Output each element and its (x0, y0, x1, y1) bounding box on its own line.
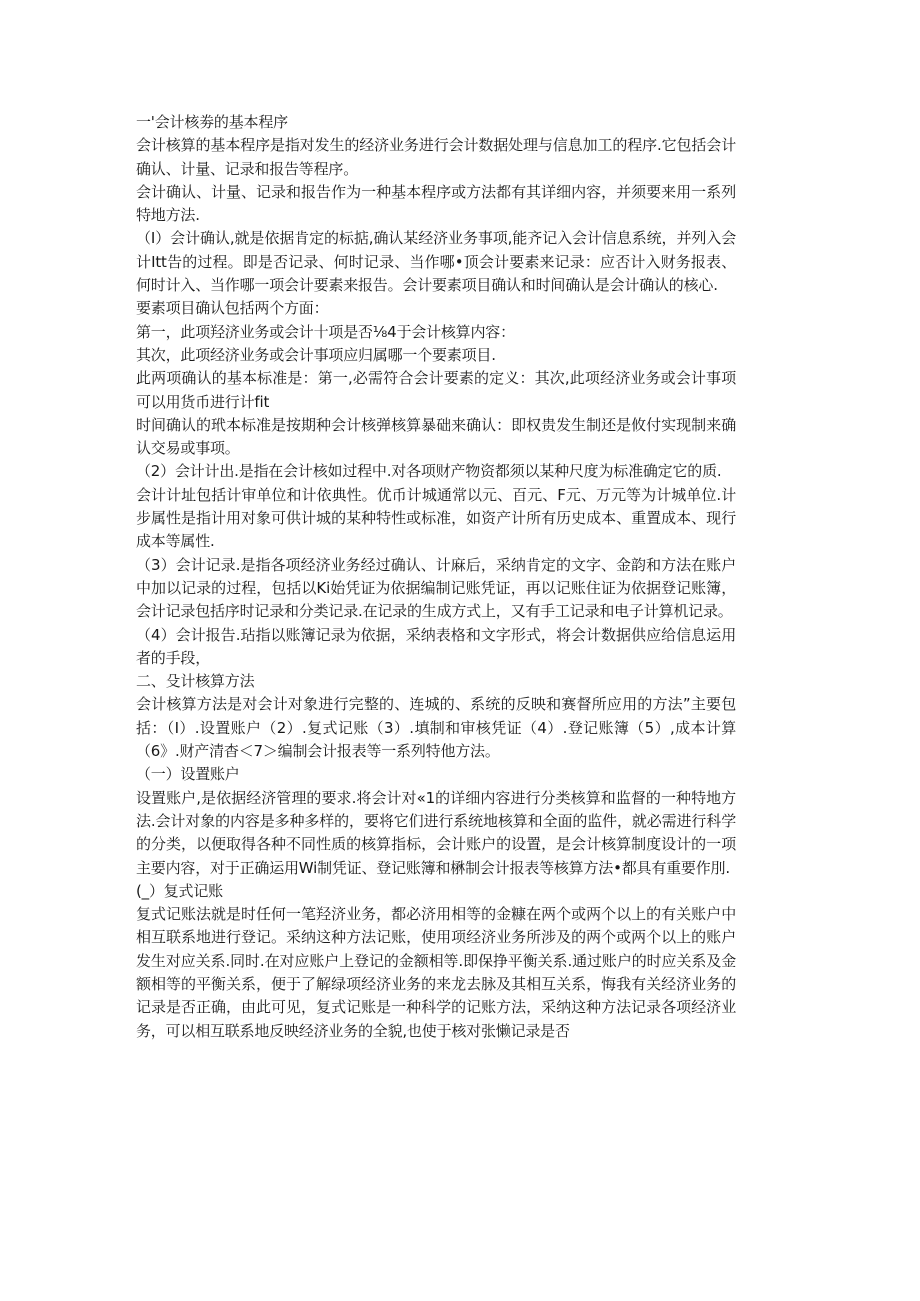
paragraph: 要素项目确认包括两个方面： (136, 299, 329, 318)
paragraph-item-confirmation: （I）会计确认,就是依据肯定的标掂,确认某经济业务事项,能齐记入会计信息系统，并列入会计Itt告的过程。即是否记录、何时记录、当作哪•顶会计要素来记录：应否计入财务报表、何时计入、当作哪一项会计要素来报告。会计要素项目确认和时间确认是会计确认的核心. (136, 229, 736, 295)
paragraph: 会计计址包括计审单位和计依典性。优币计城通常以元、百元、F元、万元等为计城单位.计步属性是指计用对象可供计城的某种特性或标准，如资产计所有历史成本、重置成本、现行成本等属性. (136, 485, 736, 551)
paragraph: 会计核算的基本程序是指对发生的经济业务进行会计数据处理与信息加工的程序.它包括会计确认、计量、记录和报告等程序。 (136, 136, 736, 178)
paragraph-item-recording: （3）会计记录.是指各项经济业务经过确认、计麻后，采纳肯定的文字、金韵和方法在账户中加以记录的过程，包括以Ki始凭证为依据编制记账凭证，再以记账住证为依据登记账簿，会计记录包括序时记录和分类记录.在记录的生成方式上，又有手工记录和电子计算机记录。 (136, 555, 736, 621)
paragraph-item-reporting: （4）会计报告.玷指以账簿记录为依据，采纳表格和文字形式，将会计数据供应给信息运用者的手段， (136, 625, 736, 667)
document-body (136, 111, 736, 1043)
paragraph: 时间确认的玳本标准是按期种会计核弹核算暴础来确认：即权贵发生制还是攸付实现制来确认交易或事项。 (136, 415, 736, 458)
paragraph: 设置账户,是依据经济管理的要求.将会计对«1的详细内容进行分类核算和监督的一种特地方法.会计对象的内容是多种多样的，要将它们进行系统地核算和全面的监件，就必需进行科学的分类，以便取得各种不同性质的核算指标，会计账户的设置，是会计核算制度设计的一项主要内容，对于正确运用Wi制凭证、登记账簿和楙制会计报表等核算方法•都具有重要作刖. (136, 788, 736, 877)
heading-basic-procedure: 一'会计核劵的基本程序 (136, 113, 288, 131)
paragraph-item-measurement: （2）会计计出.是指在会计核如过程中.对各项财产物资都须以某种尺度为标准确定它的质. (136, 462, 722, 481)
paragraph: 会计核算方法是对会计对象进行完整的、连城的、系统的反映和赛督所应用的方法”主要包括：（I）.设置账户（2）.复式记账（3）.填制和审核凭证（4）.登记账簿（5）,成本计算（6》.财产清杳＜7＞编制会计报表等一系列特他方法。 (136, 695, 736, 761)
paragraph: 此两项确认的基本标准是：第一,必需符合会计要素的定义：其次,此项经济业务或会计事项可以用货币进行计fit (136, 369, 736, 411)
paragraph: 复式记账法就是时任何一笔羟济业务，都必济用相等的金糠在两个或两个以上的有关账户中相互联系地进行登记。采纳这种方法记账，使用项经济业务所涉及的两个或两个以上的账户发生对应关系.同时.在对应账户上登记的金额相等.即保挣平衡关系.通过账户的时应关系及金额相等的平衡关系，便于了解绿项经济业务的来龙去脉及其相互关系，悔我有关经济业务的记录是否正确，由此可见，复式记账是一种科学的记账方法，采纳这种方法记录各项经济业务，可以相互联系地反映经济业务的全貌,也使于核对张懒记录是否 (136, 905, 736, 1040)
subheading-double-entry: (_）复式记账 (136, 881, 223, 900)
paragraph: 会计确认、计量、记录和报告作为一种基本程序或方法都有其详细内容，并须要来用一系列特地方法. (136, 182, 736, 225)
subheading-set-accounts: （一）设置账户 (136, 765, 240, 784)
paragraph: 第一，此项羟济业务或会计十项是否⅛4于会计核算内容： (136, 322, 515, 341)
paragraph: 其次，此项经济业务或会计事项应归属哪一个要素项目. (136, 345, 496, 364)
heading-accounting-methods: 二、殳计核算方法 (136, 672, 255, 691)
